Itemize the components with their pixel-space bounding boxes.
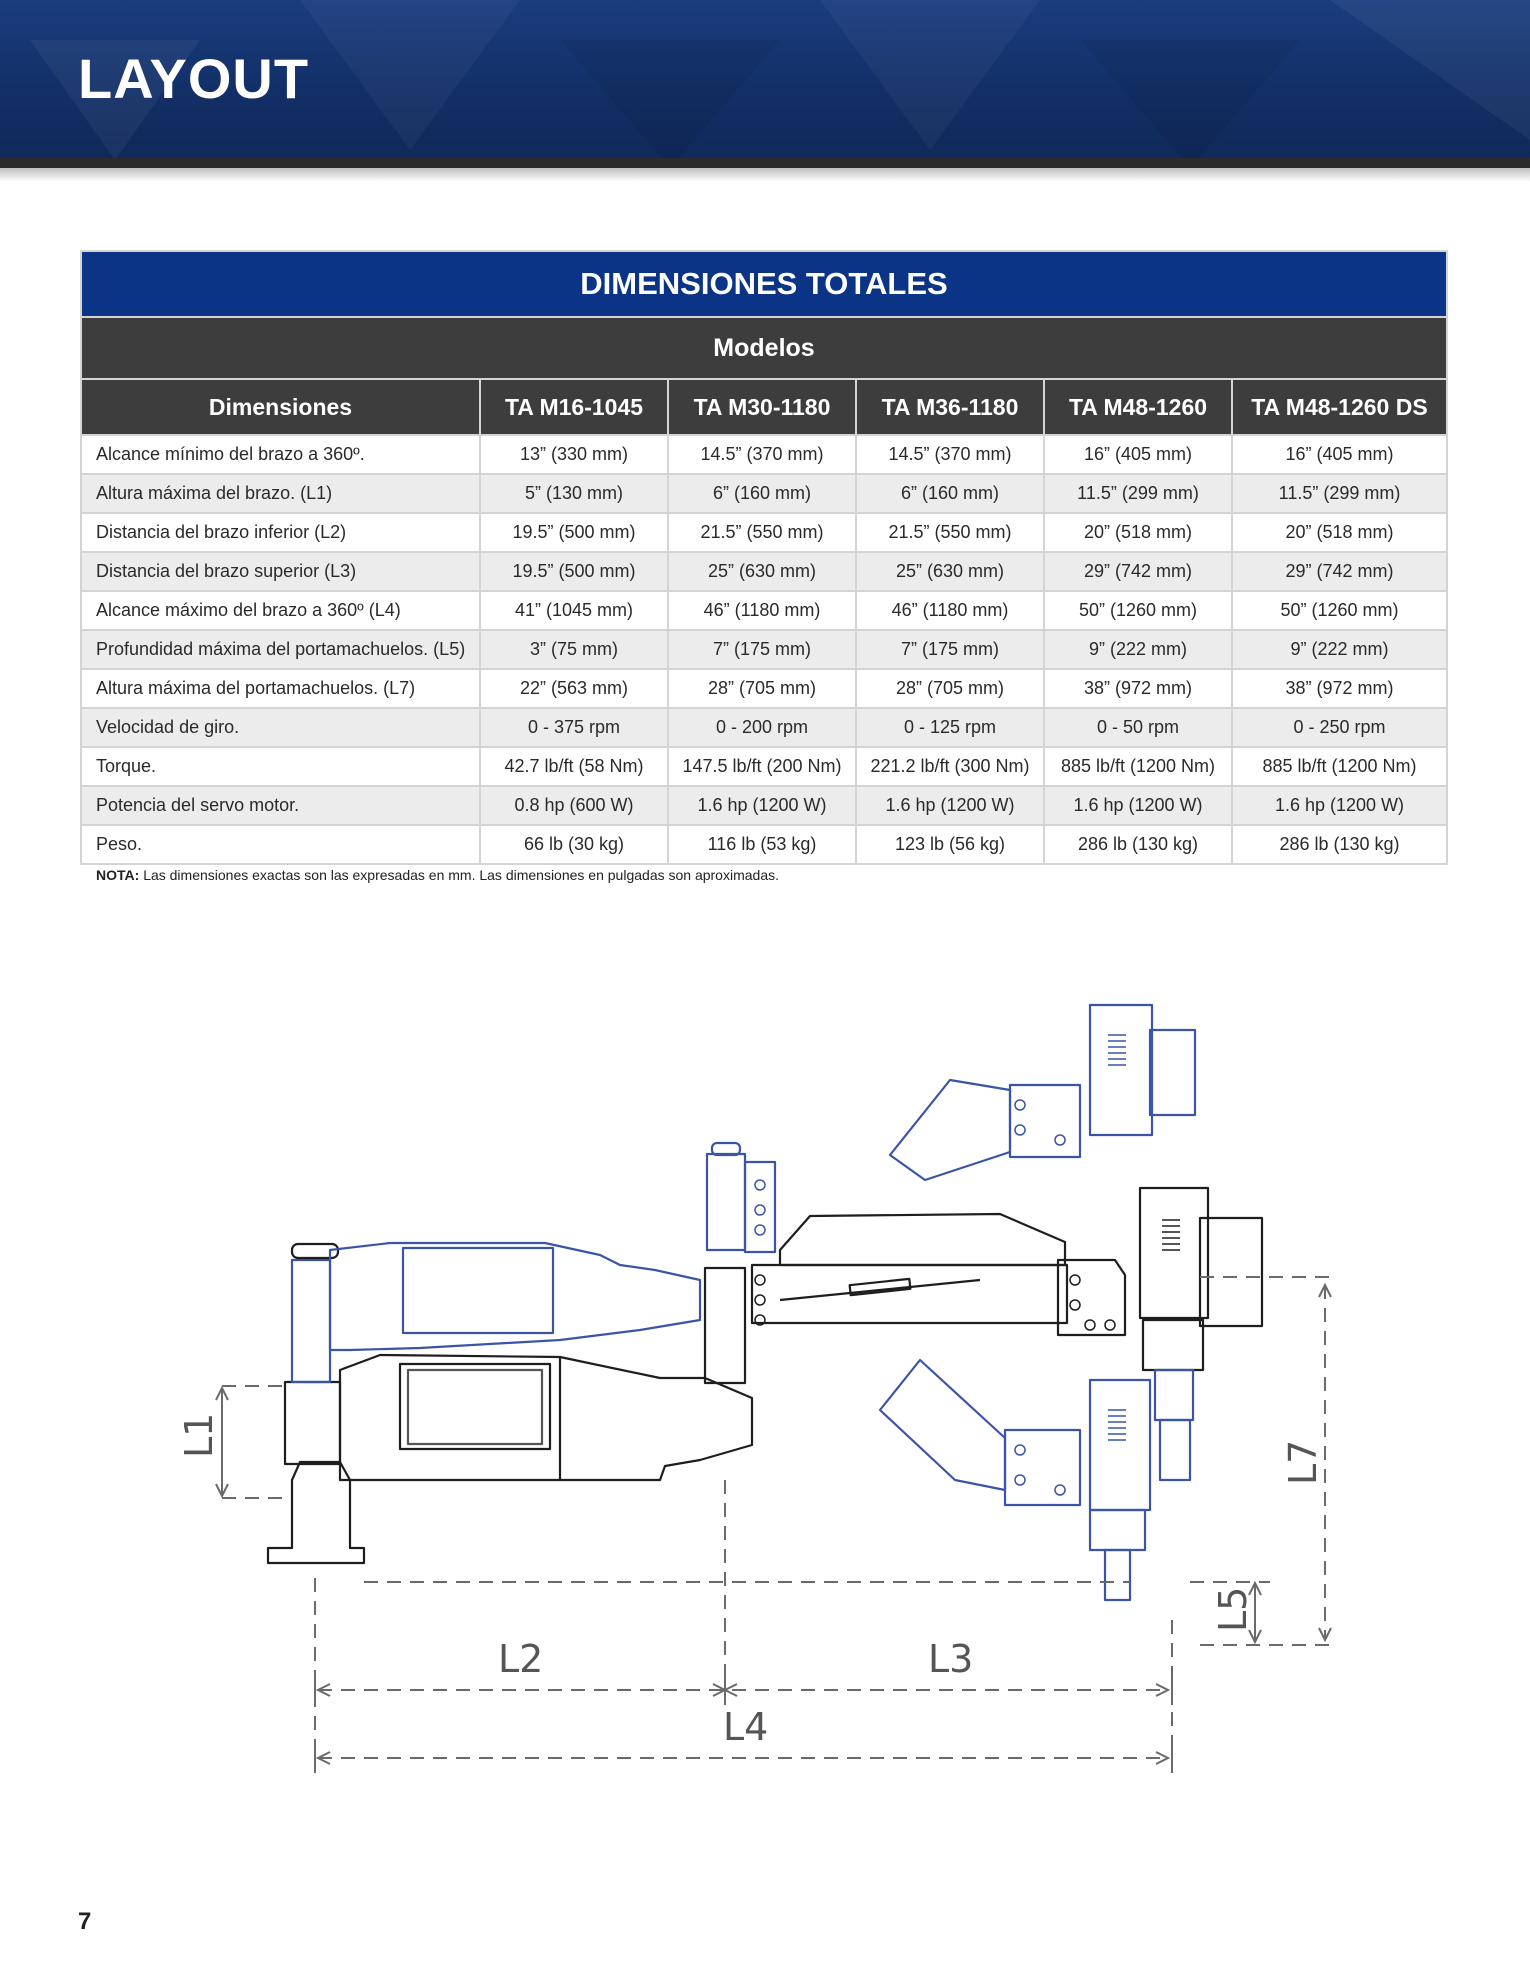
table-cell: 1.6 hp (1200 W) (856, 786, 1044, 825)
model-header: TA M16-1045 (480, 379, 668, 435)
table-cell: 25” (630 mm) (856, 552, 1044, 591)
elbow-block (745, 1162, 775, 1252)
row-label: Distancia del brazo inferior (L2) (81, 513, 480, 552)
table-cell: 1.6 hp (1200 W) (668, 786, 856, 825)
label-l1: L1 (177, 1412, 221, 1458)
table-cell: 19.5” (500 mm) (480, 513, 668, 552)
table-cell: 29” (742 mm) (1232, 552, 1447, 591)
lower-arm-window (400, 1364, 550, 1449)
table-row (81, 708, 1447, 747)
lower-head-stem (1090, 1510, 1145, 1550)
table-cell: 66 lb (30 kg) (480, 825, 668, 864)
label-l3: L3 (928, 1637, 974, 1681)
table-row (81, 825, 1447, 864)
table-cell: 28” (705 mm) (668, 669, 856, 708)
upper-head-block (1010, 1085, 1080, 1157)
dimension-labels (177, 1413, 1325, 1749)
upper-head-plate (1150, 1030, 1195, 1115)
table-cell: 0 - 125 rpm (856, 708, 1044, 747)
elbow-joint (705, 1268, 745, 1383)
upper-arm-top (780, 1214, 1065, 1265)
table-cell: 21.5” (550 mm) (856, 513, 1044, 552)
lower-arm-window-inner (408, 1370, 542, 1444)
table-cell: 9” (222 mm) (1232, 630, 1447, 669)
row-label: Altura máxima del portamachuelos. (L7) (81, 669, 480, 708)
page-title: LAYOUT (78, 47, 310, 110)
table-cell: 20” (518 mm) (1044, 513, 1232, 552)
header-row (81, 379, 1447, 435)
table-row (81, 435, 1447, 474)
table-note (96, 867, 779, 883)
table-cell: 1.6 hp (1200 W) (1044, 786, 1232, 825)
arm-layout-diagram (0, 980, 1530, 1800)
table-cell: 19.5” (500 mm) (480, 552, 668, 591)
lower-arm-body (340, 1355, 752, 1480)
tap-head-handle (1200, 1218, 1262, 1326)
table-cell: 885 lb/ft (1200 Nm) (1232, 747, 1447, 786)
tap-head-neck (1143, 1320, 1203, 1370)
table-cell: 14.5” (370 mm) (856, 435, 1044, 474)
table-cell: 50” (1260 mm) (1044, 591, 1232, 630)
dimensions-table (80, 250, 1448, 865)
model-header: TA M30-1180 (668, 379, 856, 435)
row-label: Velocidad de giro. (81, 708, 480, 747)
table-cell: 21.5” (550 mm) (668, 513, 856, 552)
upper-head-motor (1090, 1005, 1152, 1135)
label-l7: L7 (1281, 1439, 1325, 1485)
tap-head-motor (1140, 1188, 1208, 1318)
table-cell: 28” (705 mm) (856, 669, 1044, 708)
table-row (81, 669, 1447, 708)
upper-head-tool (890, 1080, 1010, 1180)
upper-arm-body (752, 1265, 1067, 1323)
row-label: Potencia del servo motor. (81, 786, 480, 825)
dimension-arrows (216, 1285, 1331, 1773)
lower-arm-cover-window (403, 1248, 553, 1333)
models-heading: Modelos (81, 317, 1447, 379)
tap-holder-lower (1160, 1420, 1190, 1480)
table-title: DIMENSIONES TOTALES (81, 251, 1447, 317)
table-cell: 22” (563 mm) (480, 669, 668, 708)
row-label: Distancia del brazo superior (L3) (81, 552, 480, 591)
lower-head-block (1005, 1430, 1080, 1505)
note-text: Las dimensiones exactas son las expresadas en mm. Las dimensiones en pulgadas son aproximadas. (143, 867, 779, 883)
table-cell: 29” (742 mm) (1044, 552, 1232, 591)
elbow-top (707, 1154, 745, 1250)
table-cell: 42.7 lb/ft (58 Nm) (480, 747, 668, 786)
table-row (81, 513, 1447, 552)
table-cell: 123 lb (56 kg) (856, 825, 1044, 864)
upper-swing-head (890, 1005, 1195, 1180)
table-cell: 221.2 lb/ft (300 Nm) (856, 747, 1044, 786)
table-cell: 46” (1180 mm) (668, 591, 856, 630)
base-column-top (292, 1260, 330, 1382)
table-cell: 885 lb/ft (1200 Nm) (1044, 747, 1232, 786)
table-cell: 0 - 50 rpm (1044, 708, 1232, 747)
model-header: TA M48-1260 (1044, 379, 1232, 435)
table-cell: 38” (972 mm) (1232, 669, 1447, 708)
row-label: Altura máxima del brazo. (L1) (81, 474, 480, 513)
table-row (81, 591, 1447, 630)
row-label: Torque. (81, 747, 480, 786)
table-cell: 25” (630 mm) (668, 552, 856, 591)
table-cell: 11.5” (299 mm) (1232, 474, 1447, 513)
table-cell: 6” (160 mm) (856, 474, 1044, 513)
table-row (81, 747, 1447, 786)
label-l2: L2 (498, 1637, 544, 1681)
table-cell: 6” (160 mm) (668, 474, 856, 513)
table-cell: 7” (175 mm) (856, 630, 1044, 669)
table-cell: 14.5” (370 mm) (668, 435, 856, 474)
table-row (81, 630, 1447, 669)
table-cell: 116 lb (53 kg) (668, 825, 856, 864)
table-cell: 16” (405 mm) (1044, 435, 1232, 474)
table-cell: 20” (518 mm) (1232, 513, 1447, 552)
table-cell: 9” (222 mm) (1044, 630, 1232, 669)
table-cell: 5” (130 mm) (480, 474, 668, 513)
table-cell: 0 - 375 rpm (480, 708, 668, 747)
row-label: Alcance máximo del brazo a 360º (L4) (81, 591, 480, 630)
table-cell: 0 - 250 rpm (1232, 708, 1447, 747)
table-cell: 38” (972 mm) (1044, 669, 1232, 708)
table-cell: 147.5 lb/ft (200 Nm) (668, 747, 856, 786)
row-label: Alcance mínimo del brazo a 360º. (81, 435, 480, 474)
table-row (81, 786, 1447, 825)
motor-grille (1162, 1220, 1180, 1250)
dimensions-column-header: Dimensiones (81, 379, 480, 435)
dimension-lines (222, 1277, 1335, 1770)
table-cell: 16” (405 mm) (1232, 435, 1447, 474)
tap-holder (1155, 1370, 1193, 1420)
page-number: 7 (78, 1908, 92, 1935)
model-header: TA M36-1180 (856, 379, 1044, 435)
table-cell: 286 lb (130 kg) (1044, 825, 1232, 864)
banner-edge (0, 158, 1530, 168)
label-l4: L4 (723, 1705, 769, 1749)
table-cell: 50” (1260 mm) (1232, 591, 1447, 630)
table-cell: 286 lb (130 kg) (1232, 825, 1447, 864)
table-cell: 3” (75 mm) (480, 630, 668, 669)
label-l5: L5 (1211, 1586, 1255, 1632)
banner-shadow (0, 168, 1530, 182)
row-label: Peso. (81, 825, 480, 864)
lower-head-motor (1090, 1380, 1150, 1510)
table-cell: 7” (175 mm) (668, 630, 856, 669)
table-cell: 41” (1045 mm) (480, 591, 668, 630)
table-cell: 0.8 hp (600 W) (480, 786, 668, 825)
table-cell: 13” (330 mm) (480, 435, 668, 474)
lower-head-tap (1105, 1550, 1130, 1600)
table-cell: 46” (1180 mm) (856, 591, 1044, 630)
base-column (285, 1382, 340, 1464)
table-cell: 11.5” (299 mm) (1044, 474, 1232, 513)
model-header: TA M48-1260 DS (1232, 379, 1447, 435)
base-foot (268, 1462, 364, 1563)
lower-head-tool (880, 1360, 1005, 1490)
table-row (81, 474, 1447, 513)
table-cell: 1.6 hp (1200 W) (1232, 786, 1447, 825)
table-cell: 0 - 200 rpm (668, 708, 856, 747)
note-prefix: NOTA: (96, 867, 140, 883)
row-label: Profundidad máxima del portamachuelos. (L5) (81, 630, 480, 669)
table-row (81, 552, 1447, 591)
